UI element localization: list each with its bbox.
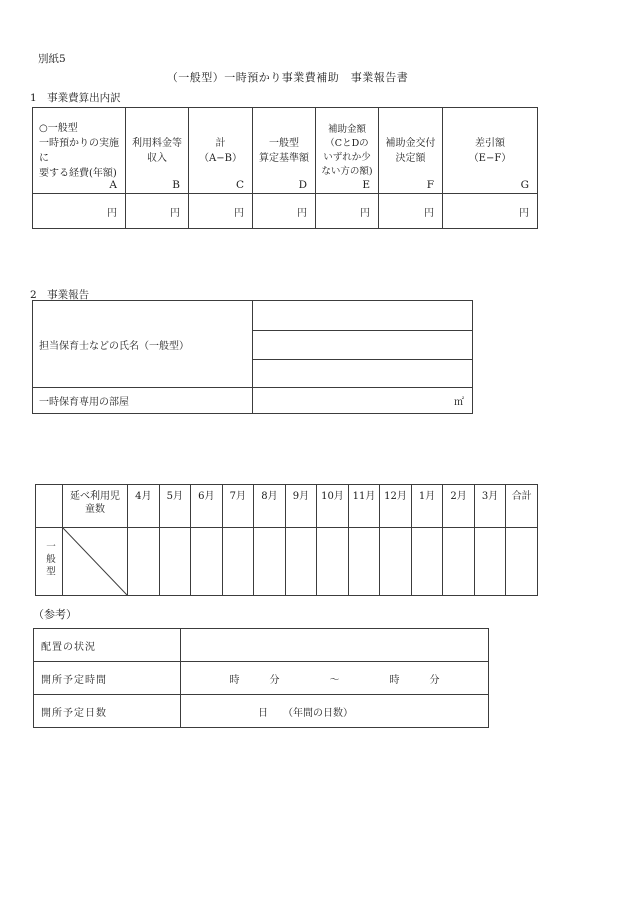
header-cell-subsidy-amount [316, 108, 379, 194]
planned-hours-label: 開所予定時間 [34, 662, 181, 695]
header-line: ○一般型 [39, 122, 78, 134]
month-header-jan: 1月 [411, 485, 443, 528]
amount-cell-c: 円 [189, 194, 253, 229]
column-letter-b: B [172, 179, 180, 191]
month-value-cell-jan [411, 528, 443, 596]
cost-breakdown-table [32, 107, 538, 229]
month-header-may: 5月 [159, 485, 191, 528]
header-line: 一時預かりの実施に [39, 137, 119, 164]
month-value-cell-feb [443, 528, 475, 596]
corner-empty-cell [36, 485, 63, 528]
month-header-apr: 4月 [128, 485, 160, 528]
header-cell-grant-decision [379, 108, 443, 194]
header-cell-difference [443, 108, 538, 194]
staff-name-label: 担当保育士などの氏名（一般型） [33, 301, 253, 388]
header-line: 童数 [85, 504, 105, 515]
amount-cell-e: 円 [316, 194, 379, 229]
month-value-cell-oct [317, 528, 349, 596]
section1-heading: 1 事業費算出内訳 [30, 92, 121, 104]
month-header-mar: 3月 [474, 485, 506, 528]
section2-heading: 2 事業報告 [30, 289, 90, 301]
header-line: 差引額 [475, 137, 505, 149]
monthly-usage-table [35, 484, 538, 596]
month-value-cell-jul [222, 528, 254, 596]
diagonal-strikeout-cell [63, 528, 128, 596]
dedicated-room-area-cell: ㎡ [253, 388, 473, 414]
header-line: いずれか少 [323, 151, 371, 163]
amount-cell-b: 円 [126, 194, 189, 229]
reference-heading: （参考） [33, 608, 77, 621]
amount-cell-d: 円 [253, 194, 316, 229]
month-header-oct: 10月 [317, 485, 349, 528]
header-line: （E−F） [468, 152, 512, 164]
staff-name-cell-3 [253, 360, 473, 388]
month-value-cell-dec [380, 528, 412, 596]
month-value-cell-aug [254, 528, 286, 596]
total-children-header [63, 485, 128, 528]
total-header: 合計 [506, 485, 538, 528]
month-header-dec: 12月 [380, 485, 412, 528]
header-line: 決定額 [395, 152, 426, 164]
header-line: 要する経費(年額) [39, 167, 117, 179]
diagonal-line [63, 528, 127, 595]
staff-name-cell-2 [253, 331, 473, 360]
month-value-cell-may [159, 528, 191, 596]
header-line: 算定基準額 [259, 152, 309, 164]
amount-cell-g: 円 [443, 194, 538, 229]
general-type-row-label-text: 一般型 [44, 541, 55, 579]
column-letter-f: F [426, 179, 434, 191]
month-header-feb: 2月 [443, 485, 475, 528]
month-header-jun: 6月 [191, 485, 223, 528]
month-value-cell-mar [474, 528, 506, 596]
header-line: 補助金交付 [385, 137, 436, 149]
month-header-nov: 11月 [348, 485, 380, 528]
header-line: 延べ利用児 [70, 491, 120, 502]
planned-hours-cell: 時 分 ～ 時 分 [181, 662, 489, 695]
month-value-cell-nov [348, 528, 380, 596]
header-line: 利用料金等 [132, 137, 182, 149]
attachment-label: 別紙5 [38, 53, 66, 65]
staff-name-cell-1 [253, 301, 473, 331]
header-line: （A−B） [199, 152, 242, 164]
staffing-status-label: 配置の状況 [34, 629, 181, 662]
month-value-cell-apr [128, 528, 160, 596]
header-cell-standard-amount [253, 108, 316, 194]
planned-days-cell: 日 （年間の日数） [181, 695, 489, 728]
header-line: 補助金額 [327, 123, 366, 135]
dedicated-room-label: 一時保育専用の部屋 [33, 388, 253, 414]
column-letter-g: G [520, 179, 529, 191]
header-cell-usage-fees [126, 108, 189, 194]
header-cell-expenses [33, 108, 126, 194]
header-line: （CとDの [325, 137, 369, 149]
month-header-aug: 8月 [254, 485, 286, 528]
general-type-row-label [36, 528, 63, 596]
header-line: 計 [215, 137, 226, 149]
business-report-table [32, 300, 473, 414]
column-letter-c: C [235, 179, 244, 191]
header-cell-total [189, 108, 253, 194]
reference-table [33, 628, 489, 728]
header-line: ない方の額) [321, 165, 373, 177]
header-line: 収入 [147, 152, 167, 164]
month-value-cell-jun [191, 528, 223, 596]
month-header-sep: 9月 [285, 485, 317, 528]
planned-days-label: 開所予定日数 [34, 695, 181, 728]
column-letter-a: A [109, 179, 117, 191]
page-title: （一般型）一時預かり事業費補助 事業報告書 [166, 71, 409, 84]
header-line: 一般型 [269, 137, 299, 149]
amount-cell-f: 円 [379, 194, 443, 229]
total-value-cell [506, 528, 538, 596]
column-letter-e: E [362, 179, 370, 191]
amount-cell-a: 円 [33, 194, 126, 229]
month-header-jul: 7月 [222, 485, 254, 528]
column-letter-d: D [298, 179, 307, 191]
staffing-status-cell [181, 629, 489, 662]
month-value-cell-sep [285, 528, 317, 596]
